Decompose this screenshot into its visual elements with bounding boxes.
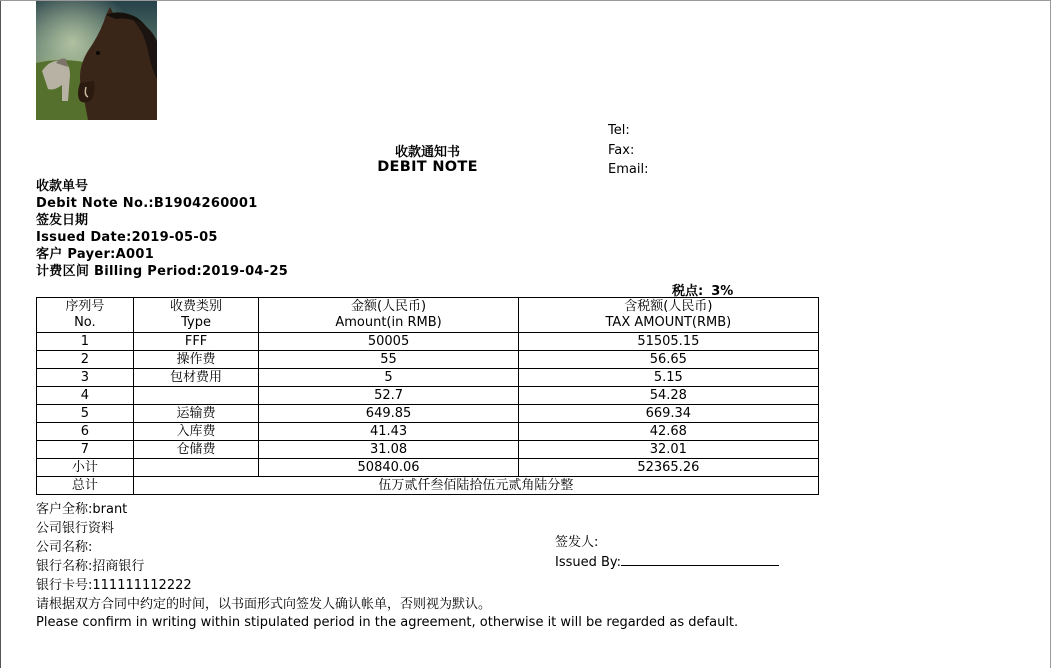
row-amount: 31.08 <box>259 441 518 459</box>
row-amount: 50005 <box>259 333 518 351</box>
row-amount: 649.85 <box>259 405 518 423</box>
table-row <box>37 405 819 423</box>
fax-label: Fax: <box>608 142 635 158</box>
table-row <box>37 423 819 441</box>
bank-info-heading: 公司银行资料 <box>36 521 115 536</box>
row-amount: 52.7 <box>259 387 518 405</box>
debit-note-info <box>36 178 288 280</box>
page-top-border <box>0 0 1051 1</box>
note-no-value: Debit Note No.:B1904260001 <box>36 196 258 211</box>
table-row <box>37 441 819 459</box>
document-title-en: DEBIT NOTE <box>377 159 478 175</box>
table-row <box>37 369 819 387</box>
issued-by-row <box>555 552 779 572</box>
total-label: 总计 <box>37 477 134 495</box>
tel-label: Tel: <box>608 123 630 138</box>
table-row <box>37 351 819 369</box>
email-label: Email: <box>608 162 649 177</box>
row-amount: 5 <box>259 369 518 387</box>
issued-date-value: Issued Date:2019-05-05 <box>36 230 218 245</box>
row-tax-amount: 56.65 <box>518 351 818 369</box>
subtotal-type-empty <box>133 459 259 477</box>
row-tax-amount: 51505.15 <box>518 333 818 351</box>
signer-label-cn: 签发人: <box>555 535 599 550</box>
tax-rate-label: 税点: <box>672 284 704 299</box>
confirmation-note-en: Please confirm in writing within stipulated period in the agreement, otherwise it will be regarded as default. <box>36 615 739 630</box>
row-tax-amount: 42.68 <box>518 423 818 441</box>
header-tax-amount: 含税额(人民币) TAX AMOUNT(RMB) <box>518 298 818 333</box>
charges-table <box>36 297 819 495</box>
total-row <box>37 477 819 495</box>
subtotal-row <box>37 459 819 477</box>
row-type: 运输费 <box>133 405 259 423</box>
page-left-border <box>0 0 1 668</box>
confirmation-note-cn: 请根据双方合同中约定的时间，以书面形式向签发人确认帐单，否则视为默认。 <box>36 597 492 612</box>
note-no-label-cn: 收款单号 <box>36 179 89 194</box>
issued-date-label-cn: 签发日期 <box>36 213 89 228</box>
header-type: 收费类别 Type <box>133 298 259 333</box>
document-title-cn: 收款通知书 <box>394 145 460 160</box>
row-type: 仓储费 <box>133 441 259 459</box>
row-no: 1 <box>37 333 134 351</box>
subtotal-tax-amount: 52365.26 <box>518 459 818 477</box>
billing-period-value: 计费区间 Billing Period:2019-04-25 <box>36 264 289 279</box>
row-tax-amount: 5.15 <box>518 369 818 387</box>
row-no: 7 <box>37 441 134 459</box>
bank-card-no: 银行卡号:111111112222 <box>36 578 192 593</box>
row-amount: 55 <box>259 351 518 369</box>
table-header-row <box>37 298 819 333</box>
row-no: 2 <box>37 351 134 369</box>
table-row <box>37 387 819 405</box>
customer-name: 客户全称:brant <box>36 502 128 517</box>
row-tax-amount: 54.28 <box>518 387 818 405</box>
table-row <box>37 333 819 351</box>
signature-block <box>555 533 779 572</box>
row-type <box>133 387 259 405</box>
company-logo-image <box>36 1 157 120</box>
row-type: 操作费 <box>133 351 259 369</box>
payer-value: 客户 Payer:A001 <box>36 247 155 262</box>
header-amount: 金额(人民币) Amount(in RMB) <box>259 298 518 333</box>
company-name: 公司名称: <box>36 540 93 555</box>
row-tax-amount: 32.01 <box>518 441 818 459</box>
signature-line <box>621 552 779 566</box>
row-type: FFF <box>133 333 259 351</box>
row-no: 5 <box>37 405 134 423</box>
subtotal-label: 小计 <box>37 459 134 477</box>
row-type: 包材费用 <box>133 369 259 387</box>
issued-by-label: Issued By: <box>555 555 622 570</box>
row-tax-amount: 669.34 <box>518 405 818 423</box>
tax-rate-value: 3% <box>711 284 734 299</box>
header-no: 序列号 No. <box>37 298 134 333</box>
row-type: 入库费 <box>133 423 259 441</box>
row-amount: 41.43 <box>259 423 518 441</box>
row-no: 4 <box>37 387 134 405</box>
row-no: 6 <box>37 423 134 441</box>
subtotal-amount: 50840.06 <box>259 459 518 477</box>
row-no: 3 <box>37 369 134 387</box>
total-amount-in-words: 伍万贰仟叁佰陆拾伍元贰角陆分整 <box>133 477 818 495</box>
bank-name: 银行名称:招商银行 <box>36 559 145 574</box>
